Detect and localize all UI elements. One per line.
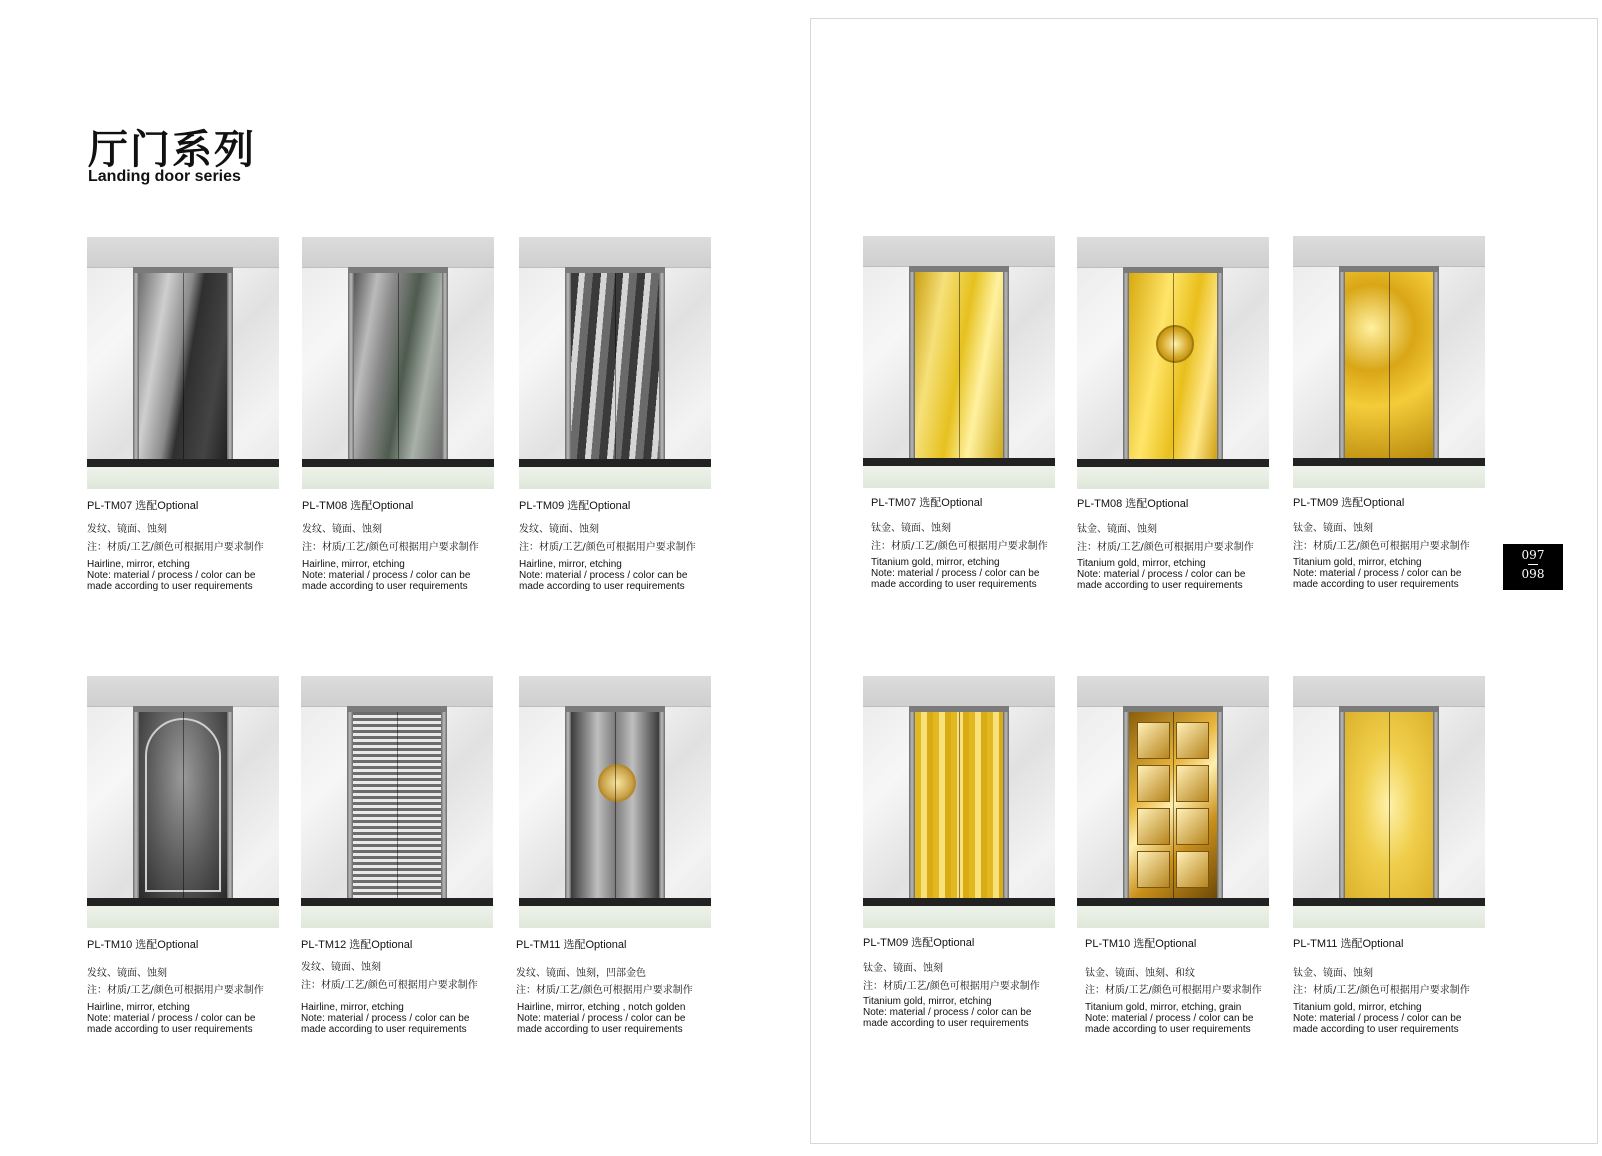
- door-card: [301, 676, 493, 1035]
- door-image: [87, 237, 279, 489]
- model-code: PL-TM09 选配Optional: [863, 937, 975, 949]
- note-en-1: Note: material / process / color can be: [302, 570, 471, 581]
- model-code: PL-TM11 选配Optional: [1293, 938, 1404, 950]
- medallion-icon: [598, 764, 636, 802]
- finish-en: Titanium gold, mirror, etching: [1077, 558, 1206, 569]
- note-en-1: Note: material / process / color can be: [519, 570, 688, 581]
- door-image: [1293, 676, 1485, 928]
- note-en-1: Note: material / process / color can be: [517, 1013, 686, 1024]
- door-card: [519, 237, 711, 592]
- note-en-2: made according to user requirements: [863, 1018, 1029, 1029]
- note-zh: 注：材质/工艺/颜色可根据用户要求制作: [1077, 542, 1254, 553]
- door-image: [1077, 676, 1269, 928]
- door-image: [87, 676, 279, 928]
- finish-zh: 发纹、镜面、蚀刻: [519, 524, 599, 535]
- note-zh: 注：材质/工艺/颜色可根据用户要求制作: [1293, 541, 1470, 552]
- finish-zh: 发纹、镜面、蚀刻: [301, 962, 381, 973]
- model-code: PL-TM12 选配Optional: [301, 939, 413, 951]
- page-number-bottom: 098: [1521, 567, 1545, 581]
- door-image: [519, 676, 711, 928]
- model-code: PL-TM10 选配Optional: [87, 939, 199, 951]
- page-title: 厅门系列: [88, 126, 256, 173]
- finish-en: Titanium gold, mirror, etching: [1293, 557, 1422, 568]
- note-en-1: Note: material / process / color can be: [1293, 1013, 1462, 1024]
- door-image: [519, 237, 711, 489]
- note-en-1: Note: material / process / color can be: [1085, 1013, 1254, 1024]
- door-card: [1293, 676, 1485, 1035]
- note-zh: 注：材质/工艺/颜色可根据用户要求制作: [871, 541, 1048, 552]
- note-en-1: Note: material / process / color can be: [1077, 569, 1246, 580]
- note-en-1: Note: material / process / color can be: [1293, 568, 1462, 579]
- door-card: [1077, 676, 1269, 1035]
- door-card: [302, 237, 494, 592]
- note-en-2: made according to user requirements: [519, 581, 685, 592]
- page-subtitle: Landing door series: [88, 168, 241, 185]
- note-en-2: made according to user requirements: [871, 579, 1037, 590]
- door-card: [516, 676, 711, 1035]
- note-en-1: Note: material / process / color can be: [87, 570, 256, 581]
- finish-zh: 钛金、镜面、蚀刻: [871, 523, 951, 534]
- note-zh: 注：材质/工艺/颜色可根据用户要求制作: [516, 985, 693, 996]
- model-code: PL-TM09 选配Optional: [1293, 497, 1405, 509]
- door-card: [87, 676, 279, 1035]
- finish-zh: 发纹、镜面、蚀刻: [302, 524, 382, 535]
- page-number-top: 097: [1521, 548, 1545, 562]
- door-image: [1077, 237, 1269, 489]
- note-zh: 注：材质/工艺/颜色可根据用户要求制作: [87, 985, 264, 996]
- page-number-tab: [1503, 544, 1563, 590]
- model-code: PL-TM07 选配Optional: [871, 497, 983, 509]
- door-image: [301, 676, 493, 928]
- note-en-1: Note: material / process / color can be: [87, 1013, 256, 1024]
- finish-zh: 钛金、镜面、蚀刻: [863, 963, 943, 974]
- finish-zh: 发纹、镜面、蚀刻，凹部金色: [516, 968, 646, 979]
- medallion-icon: [1156, 325, 1194, 363]
- door-image: [302, 237, 494, 489]
- model-code: PL-TM09 选配Optional: [519, 500, 631, 512]
- note-en-2: made according to user requirements: [301, 1024, 467, 1035]
- note-en-1: Note: material / process / color can be: [863, 1007, 1032, 1018]
- note-en-1: Note: material / process / color can be: [871, 568, 1040, 579]
- finish-en: Titanium gold, mirror, etching: [863, 996, 992, 1007]
- finish-zh: 发纹、镜面、蚀刻: [87, 968, 167, 979]
- model-code: PL-TM08 选配Optional: [1077, 498, 1189, 510]
- note-zh: 注：材质/工艺/颜色可根据用户要求制作: [302, 542, 479, 553]
- note-en-2: made according to user requirements: [1293, 1024, 1459, 1035]
- finish-en: Titanium gold, mirror, etching: [1293, 1002, 1422, 1013]
- door-image: [863, 236, 1055, 488]
- model-code: PL-TM10 选配Optional: [1085, 938, 1197, 950]
- finish-zh: 钛金、镜面、蚀刻: [1077, 524, 1157, 535]
- finish-en: Hairline, mirror, etching: [302, 559, 405, 570]
- note-en-2: made according to user requirements: [302, 581, 468, 592]
- finish-en: Titanium gold, mirror, etching, grain: [1085, 1002, 1242, 1013]
- door-card: [863, 236, 1055, 590]
- finish-zh: 钛金、镜面、蚀刻: [1293, 968, 1373, 979]
- note-zh: 注：材质/工艺/颜色可根据用户要求制作: [301, 980, 478, 991]
- note-en-2: made according to user requirements: [517, 1024, 683, 1035]
- finish-zh: 发纹、镜面、蚀刻: [87, 524, 167, 535]
- finish-en: Hairline, mirror, etching: [301, 1002, 404, 1013]
- door-card: [87, 237, 279, 592]
- door-image: [863, 676, 1055, 928]
- note-zh: 注：材质/工艺/颜色可根据用户要求制作: [519, 542, 696, 553]
- note-zh: 注：材质/工艺/颜色可根据用户要求制作: [1085, 985, 1262, 996]
- note-zh: 注：材质/工艺/颜色可根据用户要求制作: [87, 542, 264, 553]
- door-card: [1077, 237, 1269, 591]
- finish-en: Hairline, mirror, etching: [87, 559, 190, 570]
- note-en-2: made according to user requirements: [1085, 1024, 1251, 1035]
- finish-en: Titanium gold, mirror, etching: [871, 557, 1000, 568]
- finish-zh: 钛金、镜面、蚀刻: [1293, 523, 1373, 534]
- model-code: PL-TM08 选配Optional: [302, 500, 414, 512]
- note-en-1: Note: material / process / color can be: [301, 1013, 470, 1024]
- note-zh: 注：材质/工艺/颜色可根据用户要求制作: [863, 981, 1040, 992]
- note-en-2: made according to user requirements: [1293, 579, 1459, 590]
- finish-en: Hairline, mirror, etching: [519, 559, 622, 570]
- note-en-2: made according to user requirements: [87, 581, 253, 592]
- note-zh: 注：材质/工艺/颜色可根据用户要求制作: [1293, 985, 1470, 996]
- finish-en: Hairline, mirror, etching: [87, 1002, 190, 1013]
- finish-zh: 钛金、镜面、蚀刻、和纹: [1085, 968, 1195, 979]
- model-code: PL-TM07 选配Optional: [87, 500, 199, 512]
- door-card: [863, 676, 1055, 1029]
- model-code: PL-TM11 选配Optional: [516, 939, 627, 951]
- page-number-divider: [1528, 564, 1538, 565]
- door-card: [1293, 236, 1485, 590]
- finish-en: Hairline, mirror, etching , notch golden: [517, 1002, 686, 1013]
- door-image: [1293, 236, 1485, 488]
- note-en-2: made according to user requirements: [1077, 580, 1243, 591]
- note-en-2: made according to user requirements: [87, 1024, 253, 1035]
